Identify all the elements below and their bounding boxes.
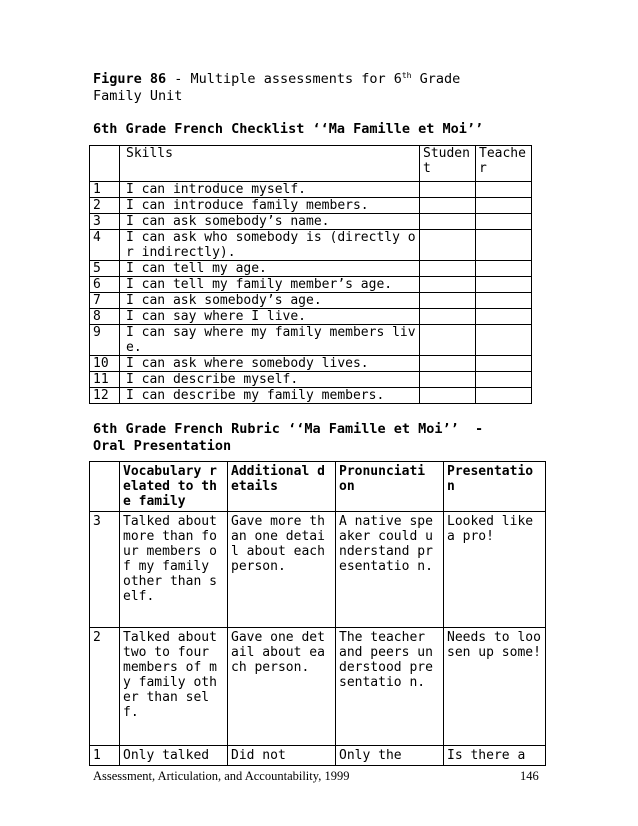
rubric-details-cell: Gave one detail about each person.: [228, 628, 336, 746]
checklist-teacher-cell: [476, 309, 532, 325]
checklist-row: [90, 214, 532, 230]
checklist-row: [90, 325, 532, 356]
checklist-teacher-cell: [476, 182, 532, 198]
checklist-num-cell: 8: [90, 309, 120, 325]
rubric-presentation-cell: Needs to loosen up some!: [444, 628, 546, 746]
checklist-skill-cell: I can describe myself.: [120, 372, 420, 388]
rubric-header-row: [90, 462, 546, 512]
rubric-title: [93, 421, 483, 455]
checklist-student-cell: [420, 277, 476, 293]
rubric-title-line-1: 6th Grade French Rubric ‘‘Ma Famille et Moi’’ -: [93, 421, 484, 437]
rubric-pronunciation-cell: Only the: [336, 746, 444, 766]
rubric-row: [90, 512, 546, 628]
rubric-header-score: [90, 462, 120, 512]
rubric-vocabulary-cell: Talked about more than four members of my family other than self.: [120, 512, 228, 628]
checklist-num-cell: 3: [90, 214, 120, 230]
rubric-row: [90, 746, 546, 766]
checklist-num-cell: 2: [90, 198, 120, 214]
rubric-row: [90, 628, 546, 746]
checklist-teacher-cell: [476, 230, 532, 261]
checklist-student-cell: [420, 293, 476, 309]
checklist-num-cell: 10: [90, 356, 120, 372]
checklist-row: [90, 230, 532, 261]
checklist-title: 6th Grade French Checklist ‘‘Ma Famille et Moi’’: [93, 121, 484, 137]
caption-superscript: th: [401, 71, 412, 80]
checklist-teacher-cell: [476, 198, 532, 214]
checklist-row: [90, 277, 532, 293]
checklist-student-cell: [420, 182, 476, 198]
checklist-skill-cell: I can ask who somebody is (directly or indirectly).: [120, 230, 420, 261]
rubric-details-cell: Did not: [228, 746, 336, 766]
page-footer: Assessment, Articulation, and Accountability, 1999: [93, 769, 350, 783]
checklist-student-cell: [420, 230, 476, 261]
checklist-num-cell: 4: [90, 230, 120, 261]
checklist-teacher-cell: [476, 261, 532, 277]
checklist-student-cell: [420, 214, 476, 230]
checklist-num-cell: 5: [90, 261, 120, 277]
checklist-student-cell: [420, 325, 476, 356]
checklist-header-row: [90, 146, 532, 182]
checklist-skill-cell: I can ask where somebody lives.: [120, 356, 420, 372]
rubric-score-cell: 2: [90, 628, 120, 746]
checklist-skill-cell: I can introduce family members.: [120, 198, 420, 214]
checklist-student-cell: [420, 198, 476, 214]
checklist-teacher-cell: [476, 277, 532, 293]
figure-label: Figure 86: [93, 71, 167, 87]
checklist-row: [90, 293, 532, 309]
checklist-row: [90, 356, 532, 372]
rubric-pronunciation-cell: The teacher and peers understood presentatio n.: [336, 628, 444, 746]
checklist-teacher-cell: [476, 214, 532, 230]
checklist-skill-cell: I can say where my family members live.: [120, 325, 420, 356]
checklist-num-cell: 1: [90, 182, 120, 198]
rubric-header-vocabulary: Vocabulary related to the family: [120, 462, 228, 512]
checklist-student-cell: [420, 356, 476, 372]
checklist-student-cell: [420, 309, 476, 325]
checklist-row: [90, 261, 532, 277]
rubric-details-cell: Gave more than one detail about each person.: [228, 512, 336, 628]
rubric-pronunciation-cell: A native speaker could understand presentatio n.: [336, 512, 444, 628]
checklist-header-teacher: Teache r: [476, 146, 532, 182]
checklist-header-student: Studen t: [420, 146, 476, 182]
rubric-vocabulary-cell: Only talked: [120, 746, 228, 766]
rubric-header-presentation: Presentatio n: [444, 462, 546, 512]
checklist-row: [90, 388, 532, 404]
checklist-skill-cell: I can tell my age.: [120, 261, 420, 277]
checklist-header-skills: Skills: [120, 146, 420, 182]
caption-text: - Multiple assessments for 6: [166, 71, 402, 87]
checklist-table: [89, 145, 532, 404]
rubric-score-cell: 3: [90, 512, 120, 628]
checklist-num-cell: 7: [90, 293, 120, 309]
checklist-teacher-cell: [476, 293, 532, 309]
page-number: 146: [520, 769, 539, 783]
rubric-vocabulary-cell: Talked about two to four members of my family other than self.: [120, 628, 228, 746]
checklist-num-cell: 12: [90, 388, 120, 404]
checklist-row: [90, 309, 532, 325]
caption-line-2: Family Unit: [93, 88, 183, 104]
checklist-num-cell: 9: [90, 325, 120, 356]
checklist-teacher-cell: [476, 388, 532, 404]
rubric-title-line-2: Oral Presentation: [93, 438, 232, 454]
checklist-skill-cell: I can ask somebody’s age.: [120, 293, 420, 309]
checklist-student-cell: [420, 261, 476, 277]
figure-caption: [93, 71, 460, 105]
caption-text-2: Grade: [411, 71, 461, 87]
rubric-presentation-cell: Is there a: [444, 746, 546, 766]
rubric-header-pronunciation: Pronunciati on: [336, 462, 444, 512]
checklist-row: [90, 198, 532, 214]
checklist-skill-cell: I can introduce myself.: [120, 182, 420, 198]
checklist-skill-cell: I can ask somebody’s name.: [120, 214, 420, 230]
checklist-student-cell: [420, 372, 476, 388]
checklist-skill-cell: I can tell my family member’s age.: [120, 277, 420, 293]
checklist-skill-cell: I can say where I live.: [120, 309, 420, 325]
checklist-num-cell: 6: [90, 277, 120, 293]
checklist-teacher-cell: [476, 356, 532, 372]
checklist-num-cell: 11: [90, 372, 120, 388]
rubric-table: [89, 461, 546, 766]
rubric-header-details: Additional details: [228, 462, 336, 512]
checklist-row: [90, 372, 532, 388]
checklist-skill-cell: I can describe my family members.: [120, 388, 420, 404]
rubric-score-cell: 1: [90, 746, 120, 766]
checklist-teacher-cell: [476, 325, 532, 356]
checklist-student-cell: [420, 388, 476, 404]
checklist-header-num: [90, 146, 120, 182]
rubric-presentation-cell: Looked like a pro!: [444, 512, 546, 628]
checklist-row: [90, 182, 532, 198]
checklist-teacher-cell: [476, 372, 532, 388]
